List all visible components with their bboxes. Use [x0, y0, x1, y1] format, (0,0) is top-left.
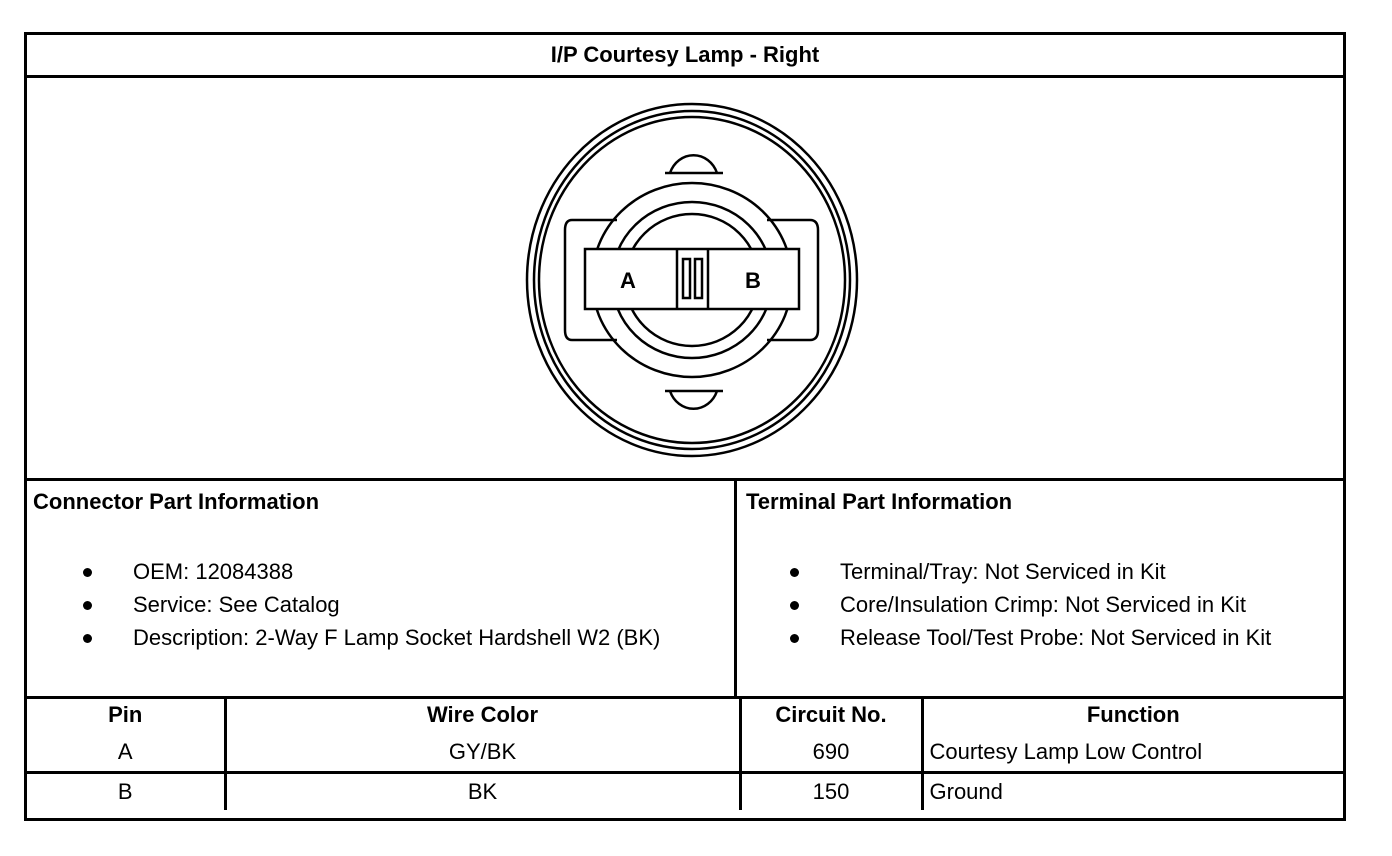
terminal-part-info-list — [790, 561, 1271, 660]
connector-part-info-heading: Connector Part Information — [33, 489, 320, 514]
list-item — [790, 561, 1271, 594]
bullet-icon — [83, 568, 92, 577]
column-header-pin: Pin — [27, 696, 225, 734]
bullet-icon — [790, 568, 799, 577]
list-item-text: Core/Insulation Crimp: Not Serviced in Kit — [840, 592, 1246, 617]
pin-table — [27, 696, 1343, 810]
part-information-row — [27, 481, 1343, 699]
column-header-wire-color: Wire Color — [225, 696, 740, 734]
terminal-block — [585, 249, 799, 309]
cell-wire-color: BK — [225, 772, 740, 810]
terminal-part-info-heading: Terminal Part Information — [746, 489, 1013, 514]
bullet-icon — [83, 634, 92, 643]
pin-b-label: B — [745, 268, 761, 293]
list-item-text: Service: See Catalog — [133, 592, 340, 617]
pin-a-label: A — [620, 268, 636, 293]
cell-circuit-no: 150 — [740, 772, 922, 810]
cell-circuit-no: 690 — [740, 734, 922, 772]
connector-part-info-list — [83, 561, 660, 660]
list-item — [790, 627, 1271, 660]
cell-pin: A — [27, 734, 225, 772]
cell-function: Courtesy Lamp Low Control — [922, 734, 1343, 772]
column-header-function: Function — [1086, 702, 1180, 727]
connector-top-tab — [670, 155, 717, 173]
page-title: I/P Courtesy Lamp - Right — [27, 35, 1343, 78]
connector-sheet — [24, 32, 1346, 821]
list-item — [83, 627, 660, 660]
table-row — [27, 772, 1343, 810]
bullet-icon — [790, 634, 799, 643]
cell-wire-color: GY/BK — [225, 734, 740, 772]
table-header-row — [27, 696, 1343, 734]
column-header-circuit-no: Circuit No. — [740, 696, 922, 734]
list-item — [790, 594, 1271, 627]
list-item-text: Description: 2-Way F Lamp Socket Hardshell W2 (BK) — [133, 625, 661, 650]
list-item-text: Release Tool/Test Probe: Not Serviced in Kit — [840, 625, 1272, 650]
list-item — [83, 594, 660, 627]
list-item-text: OEM: 12084388 — [133, 559, 294, 584]
list-item-text: Terminal/Tray: Not Serviced in Kit — [840, 559, 1166, 584]
connector-face-drawing — [27, 78, 1343, 478]
cell-function: Ground — [929, 778, 1003, 804]
connector-bottom-tab — [670, 391, 717, 409]
bullet-icon — [790, 601, 799, 610]
cell-pin: B — [27, 772, 225, 810]
list-item — [83, 561, 660, 594]
terminal-part-info — [740, 481, 1343, 696]
connector-part-info — [27, 481, 737, 696]
connector-drawing-area — [27, 78, 1343, 481]
table-row — [27, 734, 1343, 772]
bullet-icon — [83, 601, 92, 610]
